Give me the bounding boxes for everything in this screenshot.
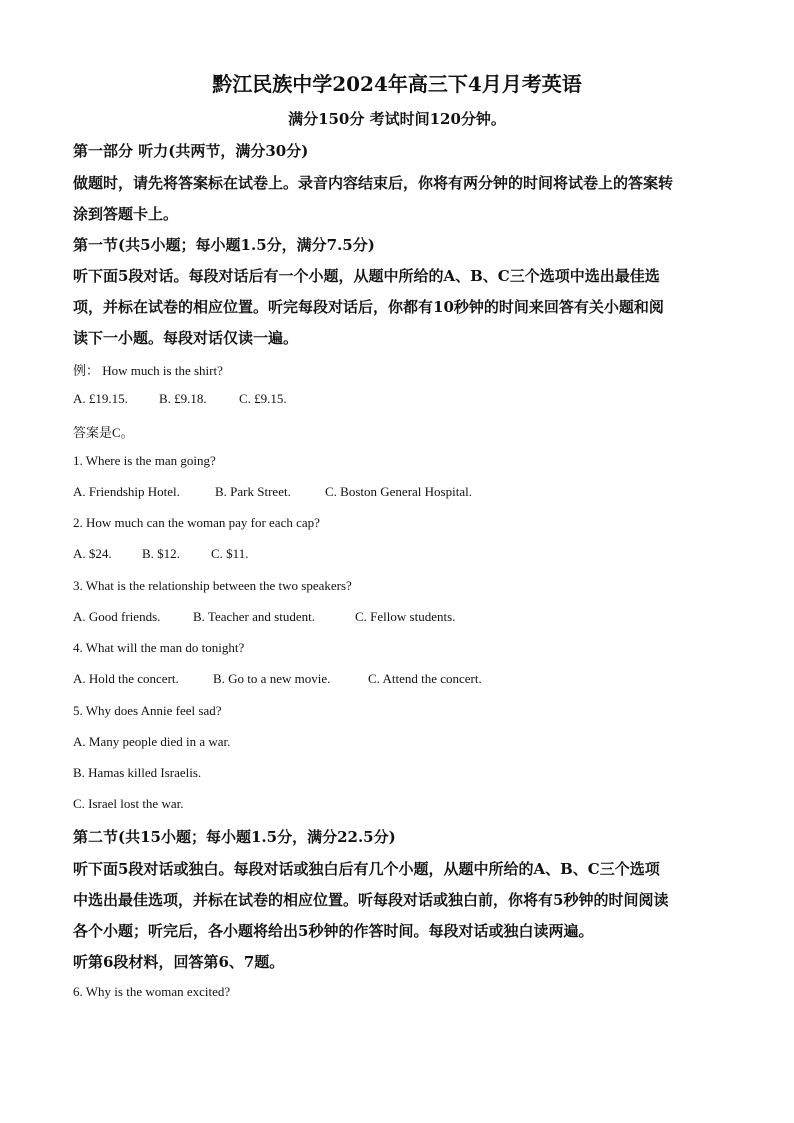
section2-instruction-line: 中选出最佳选项，并标在试卷的相应位置。听每段对话或独白前，你将有5秒钟的时间阅读 <box>73 891 669 909</box>
question-3: 3. What is the relationship between the two speakers? <box>73 578 352 593</box>
option: C. Attend the concert. <box>368 671 482 686</box>
instruction-line: 做题时，请先将答案标在试卷上。录音内容结束后，你将有两分钟的时间将试卷上的答案转 <box>73 174 674 192</box>
option: B. £9.18. <box>159 391 207 406</box>
section2-heading: 第二节(共15小题；每小题1.5分，满分22.5分) <box>73 828 396 846</box>
question-2-options <box>73 546 248 562</box>
option: C. Boston General Hospital. <box>325 484 472 499</box>
example-options <box>73 391 287 407</box>
example-answer: 答案是C。 <box>73 425 134 440</box>
section1-instruction-line: 读下一小题。每段对话仅读一遍。 <box>73 329 299 347</box>
option: B. Park Street. <box>215 484 291 499</box>
option: B. Go to a new movie. <box>213 671 331 686</box>
question-1-options <box>73 484 472 500</box>
question-1: 1. Where is the man going? <box>73 453 216 468</box>
option: B. Teacher and student. <box>193 609 315 624</box>
exam-info: 满分150分 考试时间120分钟。 <box>288 110 506 128</box>
section1-instruction-line: 项，并标在试卷的相应位置。听完每段对话后，你都有10秒钟的时间来回答有关小题和阅 <box>73 298 664 316</box>
option: C. £9.15. <box>239 391 287 406</box>
option: A. Good friends. <box>73 609 161 624</box>
question-6: 6. Why is the woman excited? <box>73 984 231 999</box>
material-6-heading: 听第6段材料，回答第6、7题。 <box>73 953 285 971</box>
section2-instruction-line: 各个小题；听完后，各小题将给出5秒钟的作答时间。每段对话或独白读两遍。 <box>73 922 594 940</box>
section1-instruction-line: 听下面5段对话。每段对话后有一个小题，从题中所给的A、B、C三个选项中选出最佳选 <box>73 267 660 285</box>
question-5: 5. Why does Annie feel sad? <box>73 703 222 718</box>
question-4: 4. What will the man do tonight? <box>73 640 245 655</box>
option: C. $11. <box>211 546 249 561</box>
example-question: 例： How much is the shirt? <box>73 363 223 378</box>
question-5-option-a: A. Many people died in a war. <box>73 734 231 749</box>
option: A. £19.15. <box>73 391 128 406</box>
instruction-line: 涂到答题卡上。 <box>73 205 179 223</box>
section1-heading: 第一节(共5小题；每小题1.5分，满分7.5分) <box>73 236 375 254</box>
question-5-option-b: B. Hamas killed Israelis. <box>73 765 202 780</box>
question-5-option-c: C. Israel lost the war. <box>73 796 184 811</box>
page-title: 黔江民族中学2024年高三下4月月考英语 <box>212 72 582 96</box>
option: C. Fellow students. <box>355 609 456 624</box>
option: A. $24. <box>73 546 112 561</box>
part1-heading: 第一部分 听力(共两节，满分30分) <box>73 142 309 160</box>
section2-instruction-line: 听下面5段对话或独白。每段对话或独白后有几个小题，从题中所给的A、B、C三个选项 <box>73 860 660 878</box>
question-3-options <box>73 609 455 625</box>
option: A. Friendship Hotel. <box>73 484 180 499</box>
option: A. Hold the concert. <box>73 671 179 686</box>
question-2: 2. How much can the woman pay for each cap? <box>73 515 320 530</box>
option: B. $12. <box>142 546 180 561</box>
question-4-options <box>73 671 482 687</box>
